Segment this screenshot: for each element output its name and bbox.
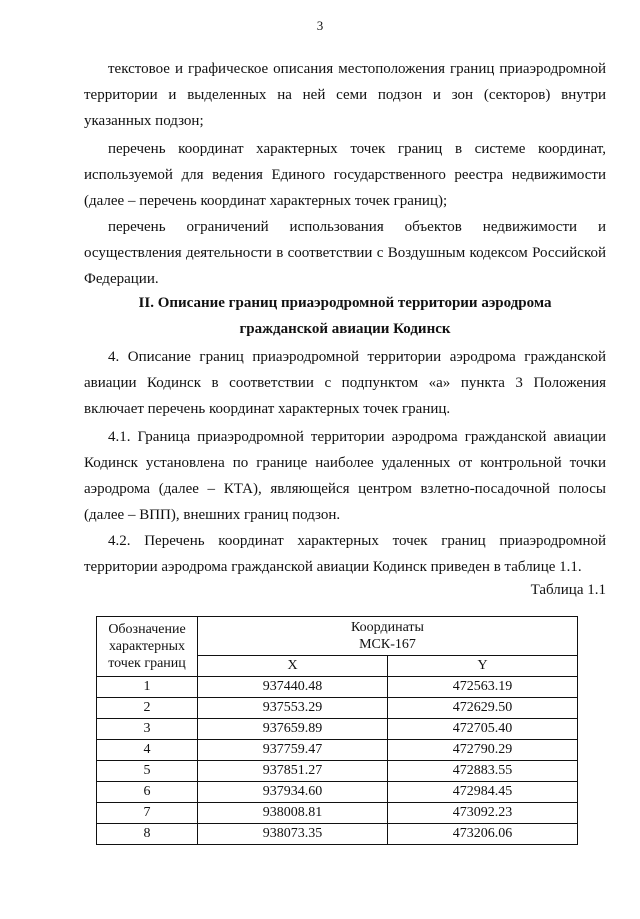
- cell-point-id: 8: [97, 824, 198, 845]
- cell-y: 472984.45: [388, 782, 578, 803]
- paragraph-text: текстовое и графическое описания местоположения границ приаэродромной территории и выделенных на ней семи подзон и зон (секторов) внутри указанных подзон;: [84, 61, 606, 129]
- table-row: [97, 698, 578, 719]
- cell-y: 473206.06: [388, 824, 578, 845]
- table-row: [97, 677, 578, 698]
- header-coordinates: [198, 617, 578, 656]
- cell-point-id: 7: [97, 803, 198, 824]
- paragraph-restrictions-list: [84, 214, 606, 292]
- paragraph-text: перечень координат характерных точек границ в системе координат, используемой для ведения Единого государственного реестра недвижимости (далее – перечень координат характерных точек границ);: [84, 141, 606, 209]
- cell-point-id: 1: [97, 677, 198, 698]
- cell-y: 472705.40: [388, 719, 578, 740]
- cell-x: 938008.81: [198, 803, 388, 824]
- cell-y: 472629.50: [388, 698, 578, 719]
- table-caption: Таблица 1.1: [530, 582, 606, 598]
- cell-point-id: 6: [97, 782, 198, 803]
- cell-x: 937440.48: [198, 677, 388, 698]
- cell-y: 472883.55: [388, 761, 578, 782]
- header-y: Y: [388, 656, 578, 677]
- paragraph-text: перечень ограничений использования объектов недвижимости и осуществления деятельности в соответствии с Воздушным кодексом Российской Федерации.: [84, 219, 606, 287]
- paragraph-4-1: [84, 424, 606, 528]
- cell-point-id: 3: [97, 719, 198, 740]
- paragraph-text-description: [84, 56, 606, 134]
- paragraph-text: 4.2. Перечень координат характерных точек границ приаэродромной территории аэродрома гражданской авиации Кодинск приведен в таблице 1.1.: [84, 533, 606, 575]
- cell-x: 937851.27: [198, 761, 388, 782]
- table-row: [97, 824, 578, 845]
- table-row: [97, 761, 578, 782]
- paragraph-coordinates-list: [84, 136, 606, 214]
- cell-point-id: 5: [97, 761, 198, 782]
- paragraph-text: 4.1. Граница приаэродромной территории аэродрома гражданской авиации Кодинск установлена по границе наиболее удаленных от контрольной точки аэродрома (далее – КТА), являющейся центром взлетно-посадочной полосы (далее – ВПП), внешних границ подзон.: [84, 429, 606, 523]
- section-heading-line1: II. Описание границ приаэродромной территории аэродрома: [138, 295, 552, 311]
- table-body: [97, 677, 578, 845]
- cell-y: 472563.19: [388, 677, 578, 698]
- cell-point-id: 4: [97, 740, 198, 761]
- section-heading-line2: гражданской авиации Кодинск: [239, 321, 451, 337]
- cell-x: 937659.89: [198, 719, 388, 740]
- section-heading: [84, 290, 606, 342]
- paragraph-4-2: [84, 528, 606, 580]
- paragraph-4: [84, 344, 606, 422]
- cell-x: 937759.47: [198, 740, 388, 761]
- coordinates-table: [96, 616, 578, 845]
- header-point-id: Обозначение характерных точек границ: [97, 617, 198, 677]
- table-row: [97, 782, 578, 803]
- table-row: [97, 740, 578, 761]
- cell-y: 472790.29: [388, 740, 578, 761]
- table-row: [97, 719, 578, 740]
- cell-x: 938073.35: [198, 824, 388, 845]
- page-number: 3: [316, 18, 324, 33]
- cell-x: 937934.60: [198, 782, 388, 803]
- header-coordinate-system: МСК-167: [359, 637, 416, 652]
- paragraph-text: 4. Описание границ приаэродромной территории аэродрома гражданской авиации Кодинск в соответствии с подпунктом «а» пункта 3 Положения включает перечень координат характерных точек границ.: [84, 349, 606, 417]
- cell-point-id: 2: [97, 698, 198, 719]
- header-coordinates-title: Координаты: [351, 620, 424, 635]
- table-row: [97, 803, 578, 824]
- cell-x: 937553.29: [198, 698, 388, 719]
- header-x: X: [198, 656, 388, 677]
- cell-y: 473092.23: [388, 803, 578, 824]
